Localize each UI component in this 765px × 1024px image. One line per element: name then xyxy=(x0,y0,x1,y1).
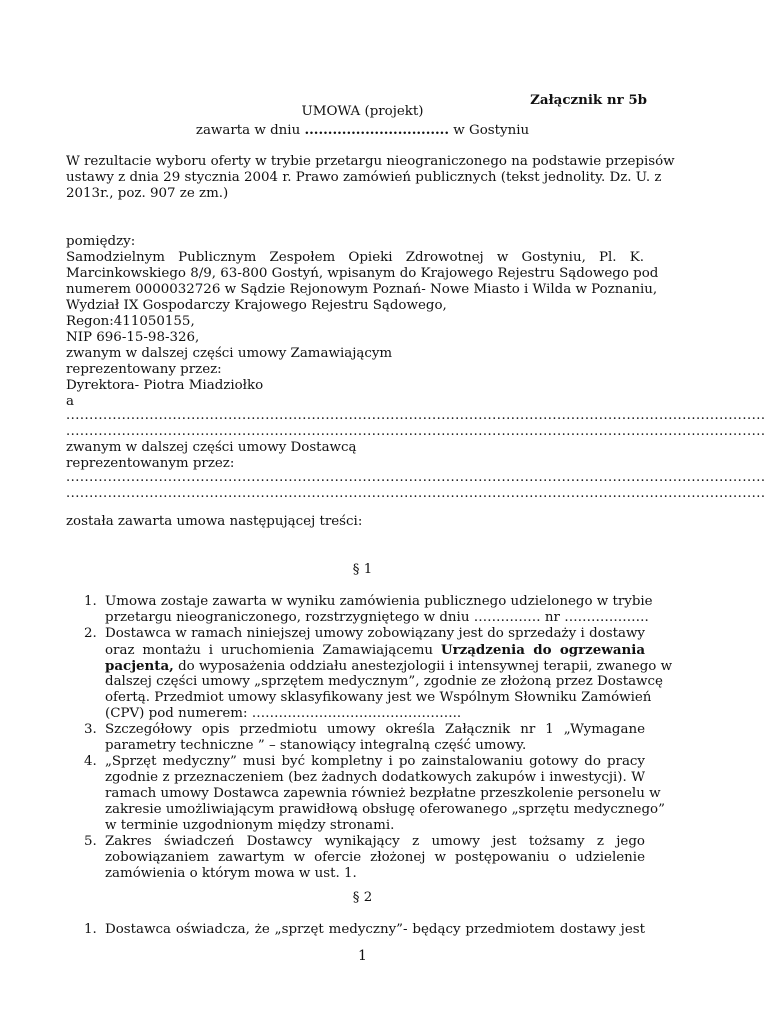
s1-item-4-line-1: „Sprzęt medyczny” musi być kompletny i po zainstalowaniu gotowy do pracy xyxy=(105,754,645,769)
party-nip: NIP 696-15-98-326, xyxy=(66,330,200,345)
party-line-1: Samodzielnym Publicznym Zespołem Opieki Zdrowotnej w Gostyniu, Pl. K. xyxy=(66,250,644,265)
concluded-suffix: w Gostyniu xyxy=(453,123,530,138)
section-2-heading: § 2 xyxy=(352,890,373,905)
s2-item-1-number: 1. xyxy=(84,922,97,937)
s1-item-4-line-3: ramach umowy Dostawca zapewnia również bezpłatne przeszkolenie personelu w xyxy=(105,786,661,801)
attachment-label: Załącznik nr 5b xyxy=(530,92,647,108)
s1-item-4-number: 4. xyxy=(84,754,97,769)
document-title: UMOWA (projekt) xyxy=(301,104,424,119)
s1-item-2-line-4: dalszej części umowy „sprzętem medycznym”, zgodnie ze złożoną przez Dostawcę xyxy=(105,674,663,689)
party-called-ordering: zwanym w dalszej części umowy Zamawiającym xyxy=(66,346,393,361)
s1-item-2-line-5: ofertą. Przedmiot umowy sklasyfikowany jest we Wspólnym Słowniku Zamówień xyxy=(105,690,652,705)
s1-item-2-line-2 xyxy=(105,642,645,659)
s1-item-4-line-2: zgodnie z przeznaczeniem (bez żadnych dodatkowych zakupów i inwestycji). W xyxy=(105,770,645,785)
concluded-line xyxy=(0,122,725,139)
s1-item-2-line-3 xyxy=(105,658,673,675)
party-represented-by: reprezentowany przez: xyxy=(66,362,222,377)
s1-item-5-line-2: zobowiązaniem zawartym w ofercie złożonej w postępowaniu o udzielenie xyxy=(105,850,645,865)
s1-item-2-line-6: (CPV) pod numerem: ……………………………………….. xyxy=(105,706,462,721)
supplier-label: zwanym w dalszej części umowy Dostawcą xyxy=(66,440,357,455)
section-1-heading: § 1 xyxy=(352,562,373,577)
party-and: a xyxy=(66,394,74,409)
intro-line-1: W rezultacie wyboru oferty w trybie przetargu nieograniczonego na podstawie przepisów xyxy=(66,154,675,169)
s1-item-2-line-2-text: oraz montażu i uruchomienia Zamawiającemu xyxy=(105,643,441,658)
concluded-date-dots: ............................... xyxy=(304,122,450,138)
party-regon: Regon:411050155, xyxy=(66,314,195,329)
party-line-3: numerem 0000032726 w Sądzie Rejonowym Poznań- Nowe Miasto i Wilda w Poznaniu, xyxy=(66,282,658,297)
s1-item-3-line-1: Szczegółowy opis przedmiotu umowy określa Załącznik nr 1 „Wymagane xyxy=(105,722,645,737)
s2-item-1-line-1: Dostawca oświadcza, że „sprzęt medyczny”- będący przedmiotem dostawy jest xyxy=(105,922,645,937)
concluded-text: została zawarta umowa następującej treści: xyxy=(66,514,363,529)
s1-item-4-line-4: zakresie umożliwiającym prawidłową obsługę oferowanego „sprzętu medycznego” xyxy=(105,802,665,817)
party-line-4: Wydział IX Gospodarczy Krajowego Rejestru Sądowego, xyxy=(66,298,447,313)
supplier-dots-2: ....................................................................................................................................................... xyxy=(66,424,765,439)
s1-item-5-line-3: zamówienia o którym mowa w ust. 1. xyxy=(105,866,357,881)
page-number: 1 xyxy=(358,948,367,964)
s1-item-2-line-1: Dostawca w ramach niniejszej umowy zobowiązany jest do sprzedaży i dostawy xyxy=(105,626,645,641)
s1-item-4-line-5: w terminie uzgodnionym między stronami. xyxy=(105,818,395,833)
s1-item-3-number: 3. xyxy=(84,722,97,737)
supplier-rep-dots-1: ....................................................................................................................................................... xyxy=(66,470,765,485)
between-label: pomiędzy: xyxy=(66,234,136,249)
party-line-2: Marcinkowskiego 8/9, 63-800 Gostyń, wpisanym do Krajowego Rejestru Sądowego pod xyxy=(66,266,659,281)
intro-line-2: ustawy z dnia 29 stycznia 2004 r. Prawo zamówień publicznych (tekst jednolity. Dz. U. z xyxy=(66,170,662,185)
s1-item-3-line-2: parametry techniczne ” – stanowiący integralną część umowy. xyxy=(105,738,527,753)
s1-item-5-line-1: Zakres świadczeń Dostawcy wynikający z umowy jest tożsamy z jego xyxy=(105,834,645,849)
s1-item-1-line-1: Umowa zostaje zawarta w wyniku zamówienia publicznego udzielonego w trybie xyxy=(105,594,653,609)
intro-line-3: 2013r., poz. 907 ze zm.) xyxy=(66,186,229,201)
s1-item-2-number: 2. xyxy=(84,626,97,641)
s1-item-1-line-2: przetargu nieograniczonego, rozstrzygniętego w dniu …………… nr ………………. xyxy=(105,610,649,625)
supplier-dots-1: ....................................................................................................................................................... xyxy=(66,408,765,423)
s1-item-2-line-3-text: do wyposażenia oddziału anestezjologii i intensywnej terapii, zwanego w xyxy=(173,659,673,674)
s1-item-1-number: 1. xyxy=(84,594,97,609)
s1-item-5-number: 5. xyxy=(84,834,97,849)
supplier-rep-label: reprezentowanym przez: xyxy=(66,456,235,471)
party-director: Dyrektora- Piotra Miadziołko xyxy=(66,378,264,393)
concluded-prefix: zawarta w dniu xyxy=(195,123,301,138)
s1-item-2-device-name: Urządzenia do ogrzewania xyxy=(440,642,646,658)
s1-item-2-device-name-cont: pacjenta, xyxy=(105,658,174,674)
supplier-rep-dots-2: ....................................................................................................................................................... xyxy=(66,486,765,501)
